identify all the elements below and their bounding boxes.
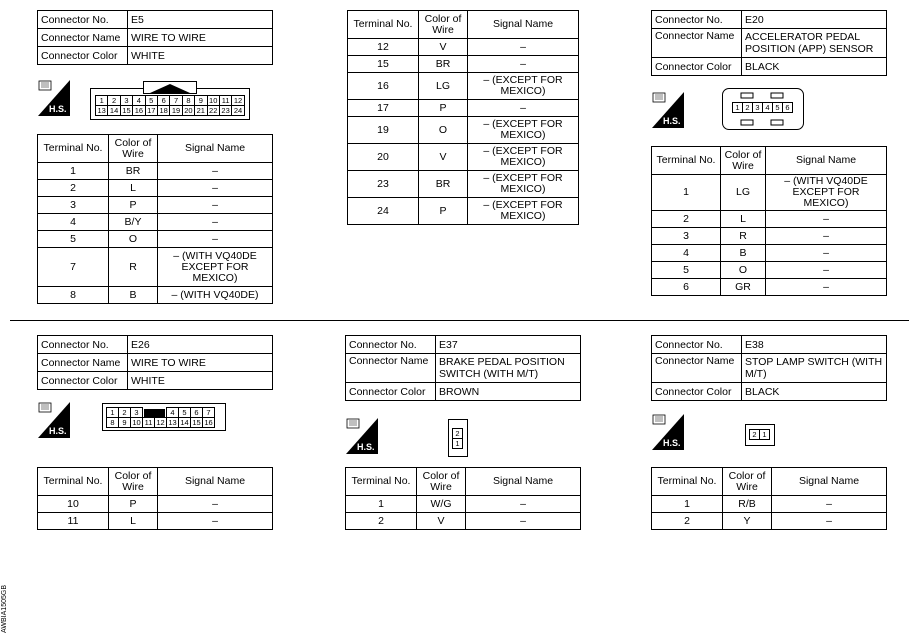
signal-name-header: Signal Name	[468, 11, 579, 39]
wire-color-header: Color of Wire	[419, 11, 468, 39]
table-row	[38, 287, 273, 304]
hs-icon	[38, 80, 70, 116]
terminal-cell: 2	[652, 211, 721, 228]
pin: 7	[202, 407, 215, 418]
connector-name-value: WIRE TO WIRE	[128, 29, 273, 47]
signal-cell: – (EXCEPT FOR MEXICO)	[468, 198, 579, 225]
wire-cell: GR	[721, 279, 766, 296]
terminal-cell: 1	[346, 496, 417, 513]
e5-connector-info	[37, 10, 273, 65]
terminal-cell: 12	[348, 39, 419, 56]
e38-pin-grid	[750, 430, 770, 440]
terminal-cell: 2	[652, 513, 723, 530]
table-row	[38, 231, 273, 248]
signal-cell: –	[158, 180, 273, 197]
hs-label: H.S.	[357, 442, 375, 452]
connector-no-label: Connector No.	[652, 336, 742, 354]
pin: 23	[219, 105, 232, 116]
pin: 9	[194, 95, 207, 106]
wire-cell: BR	[419, 56, 468, 73]
signal-cell: –	[468, 100, 579, 117]
pin: 1	[95, 95, 108, 106]
table-row	[38, 513, 273, 530]
wire-cell: V	[419, 39, 468, 56]
table-row	[652, 513, 887, 530]
connector-no-value: E26	[128, 336, 273, 354]
signal-cell: –	[766, 279, 887, 296]
signal-cell: – (WITH VQ40DE EXCEPT FOR MEXICO)	[766, 175, 887, 211]
pin: 13	[166, 417, 179, 428]
terminal-no-header: Terminal No.	[38, 135, 109, 163]
connector-color-value: WHITE	[128, 47, 273, 65]
connector-no-value: E38	[742, 336, 887, 354]
pin: 14	[107, 105, 120, 116]
pin: 4	[166, 407, 179, 418]
signal-cell: –	[158, 231, 273, 248]
e20-connector-face	[722, 88, 804, 130]
terminal-cell: 1	[38, 163, 109, 180]
terminal-cell: 5	[652, 262, 721, 279]
connector-no-value: E37	[436, 336, 581, 354]
connector-no-value: E5	[128, 11, 273, 29]
connector-name-value: ACCELERATOR PEDAL POSITION (APP) SENSOR	[742, 29, 887, 58]
terminal-no-header: Terminal No.	[652, 147, 721, 175]
e26-connector-face	[102, 403, 226, 431]
signal-cell: –	[158, 513, 273, 530]
table-row	[652, 262, 887, 279]
hs-label: H.S.	[663, 116, 681, 126]
wire-cell: O	[109, 231, 158, 248]
terminal-cell: 5	[38, 231, 109, 248]
pin: 20	[182, 105, 195, 116]
connector-name-value: STOP LAMP SWITCH (WITH M/T)	[742, 354, 887, 383]
wire-cell: L	[109, 513, 158, 530]
hs-icon	[652, 414, 684, 450]
wire-cell: B	[721, 245, 766, 262]
document-code: AWBIA1505GB	[1, 585, 8, 633]
table-row	[652, 496, 887, 513]
signal-cell: –	[466, 496, 581, 513]
terminal-cell: 17	[348, 100, 419, 117]
pin: 6	[782, 102, 793, 113]
e38-connector-face	[745, 424, 775, 446]
wire-cell: B	[109, 287, 158, 304]
signal-name-header: Signal Name	[772, 468, 887, 496]
e5-terminal-table	[37, 134, 273, 304]
connector-color-label: Connector Color	[652, 383, 742, 401]
wire-cell: P	[419, 198, 468, 225]
e5-pin-grid	[96, 96, 245, 116]
pin: 1	[732, 102, 743, 113]
terminal-no-header: Terminal No.	[652, 468, 723, 496]
signal-cell: –	[158, 214, 273, 231]
terminal-cell: 3	[38, 197, 109, 214]
wire-cell: BR	[419, 171, 468, 198]
wire-cell: L	[109, 180, 158, 197]
table-row	[348, 73, 579, 100]
pin: 24	[231, 105, 244, 116]
pin: 5	[178, 407, 191, 418]
connector-no-label: Connector No.	[652, 11, 742, 29]
wire-cell: V	[419, 144, 468, 171]
terminal-cell: 15	[348, 56, 419, 73]
pin: 2	[452, 428, 463, 439]
hs-icon	[346, 418, 378, 454]
pin: 3	[120, 95, 133, 106]
table-row	[38, 214, 273, 231]
pin: 2	[107, 95, 120, 106]
terminal-cell: 1	[652, 496, 723, 513]
pin: 1	[106, 407, 119, 418]
pin: 3	[752, 102, 763, 113]
table-row	[652, 175, 887, 211]
wire-cell: R	[109, 248, 158, 287]
table-row	[652, 245, 887, 262]
pin: 3	[130, 407, 143, 418]
pin: 10	[130, 417, 143, 428]
connector-name-label: Connector Name	[652, 354, 742, 383]
table-row	[38, 496, 273, 513]
table-row	[348, 39, 579, 56]
terminal-cell: 4	[38, 214, 109, 231]
wire-color-header: Color of Wire	[109, 135, 158, 163]
table-row	[348, 100, 579, 117]
signal-cell: –	[468, 56, 579, 73]
terminal-cell: 8	[38, 287, 109, 304]
pin: 11	[142, 417, 155, 428]
connector-no-label: Connector No.	[38, 336, 128, 354]
connector-name-label: Connector Name	[38, 354, 128, 372]
signal-cell: –	[158, 197, 273, 214]
e26-terminal-table	[37, 467, 273, 530]
pin: 8	[106, 417, 119, 428]
terminal-cell: 10	[38, 496, 109, 513]
terminal-cell: 24	[348, 198, 419, 225]
connector-color-label: Connector Color	[346, 383, 436, 401]
wire-color-header: Color of Wire	[723, 468, 772, 496]
connector-color-value: BLACK	[742, 58, 887, 76]
e38-terminal-table	[651, 467, 887, 530]
pin: 18	[157, 105, 170, 116]
wire-color-header: Color of Wire	[109, 468, 158, 496]
e37-terminal-table	[345, 467, 581, 530]
signal-cell: –	[772, 513, 887, 530]
connector-color-value: BLACK	[742, 383, 887, 401]
connector-no-label: Connector No.	[38, 11, 128, 29]
pin: 6	[157, 95, 170, 106]
wire-color-header: Color of Wire	[417, 468, 466, 496]
signal-cell: –	[466, 513, 581, 530]
e26-connector-info	[37, 335, 273, 390]
signal-cell: – (EXCEPT FOR MEXICO)	[468, 117, 579, 144]
table-row	[38, 163, 273, 180]
signal-name-header: Signal Name	[158, 135, 273, 163]
wire-cell: BR	[109, 163, 158, 180]
e38-connector-info	[651, 335, 887, 401]
table-row	[346, 496, 581, 513]
wire-cell: O	[721, 262, 766, 279]
terminal-cell: 16	[348, 73, 419, 100]
table-row	[652, 228, 887, 245]
e5-terminal-table-continued	[347, 10, 579, 225]
table-row	[38, 180, 273, 197]
terminal-cell: 2	[38, 180, 109, 197]
hs-label: H.S.	[49, 104, 67, 114]
table-row	[346, 513, 581, 530]
terminal-cell: 4	[652, 245, 721, 262]
table-row	[348, 171, 579, 198]
table-row	[348, 198, 579, 225]
connector-no-label: Connector No.	[346, 336, 436, 354]
signal-cell: –	[772, 496, 887, 513]
signal-name-header: Signal Name	[466, 468, 581, 496]
connector-name-label: Connector Name	[38, 29, 128, 47]
table-row	[38, 197, 273, 214]
pin: 2	[742, 102, 753, 113]
wire-cell: O	[419, 117, 468, 144]
signal-name-header: Signal Name	[158, 468, 273, 496]
wire-cell: LG	[721, 175, 766, 211]
connector-color-value: WHITE	[128, 372, 273, 390]
wire-cell: V	[417, 513, 466, 530]
signal-name-header: Signal Name	[766, 147, 887, 175]
pin: 4	[762, 102, 773, 113]
wire-cell: R	[721, 228, 766, 245]
table-row	[348, 144, 579, 171]
wire-cell: P	[109, 496, 158, 513]
signal-cell: – (WITH VQ40DE EXCEPT FOR MEXICO)	[158, 248, 273, 287]
signal-cell: –	[158, 496, 273, 513]
pin: 2	[749, 429, 760, 440]
connector-lock-icon	[143, 81, 197, 94]
terminal-cell: 11	[38, 513, 109, 530]
pin: 7	[169, 95, 182, 106]
table-row	[348, 117, 579, 144]
terminal-cell: 6	[652, 279, 721, 296]
connector-name-label: Connector Name	[652, 29, 742, 58]
pin: 15	[120, 105, 133, 116]
pin: 22	[207, 105, 220, 116]
connector-color-label: Connector Color	[38, 47, 128, 65]
wire-cell: L	[721, 211, 766, 228]
wire-cell: R/B	[723, 496, 772, 513]
pin: 6	[190, 407, 203, 418]
e37-connector-info	[345, 335, 581, 401]
terminal-cell: 19	[348, 117, 419, 144]
pin: 16	[202, 417, 215, 428]
signal-cell: –	[766, 228, 887, 245]
signal-cell: –	[766, 262, 887, 279]
pin: 16	[132, 105, 145, 116]
terminal-no-header: Terminal No.	[38, 468, 109, 496]
signal-cell: –	[766, 245, 887, 262]
terminal-no-header: Terminal No.	[346, 468, 417, 496]
terminal-cell: 20	[348, 144, 419, 171]
pin: 5	[145, 95, 158, 106]
connector-color-label: Connector Color	[38, 372, 128, 390]
wire-cell: P	[109, 197, 158, 214]
pin: 10	[207, 95, 220, 106]
hs-icon	[38, 402, 70, 438]
pin: 17	[145, 105, 158, 116]
wire-color-header: Color of Wire	[721, 147, 766, 175]
terminal-no-header: Terminal No.	[348, 11, 419, 39]
wire-cell: LG	[419, 73, 468, 100]
e26-pin-bottom-row	[107, 418, 215, 428]
hs-icon	[652, 92, 684, 128]
signal-cell: –	[766, 211, 887, 228]
connector-name-value: BRAKE PEDAL POSITION SWITCH (WITH M/T)	[436, 354, 581, 383]
pin: 13	[95, 105, 108, 116]
section-divider	[10, 320, 909, 321]
wire-cell: W/G	[417, 496, 466, 513]
pin: 12	[154, 417, 167, 428]
wire-cell: B/Y	[109, 214, 158, 231]
terminal-cell: 3	[652, 228, 721, 245]
pin: 4	[132, 95, 145, 106]
table-row	[652, 211, 887, 228]
pin: 1	[452, 438, 463, 449]
e5-connector-face	[90, 88, 250, 120]
hs-label: H.S.	[49, 426, 67, 436]
e37-connector-face	[448, 419, 468, 457]
connector-color-label: Connector Color	[652, 58, 742, 76]
signal-cell: –	[158, 163, 273, 180]
table-row	[38, 248, 273, 287]
connector-name-label: Connector Name	[346, 354, 436, 383]
pin: 14	[178, 417, 191, 428]
pin: 8	[182, 95, 195, 106]
table-row	[652, 279, 887, 296]
pin: 1	[759, 429, 770, 440]
pin: 19	[169, 105, 182, 116]
connector-key	[144, 409, 165, 417]
pin: 5	[772, 102, 783, 113]
pin: 2	[118, 407, 131, 418]
terminal-cell: 1	[652, 175, 721, 211]
connector-color-value: BROWN	[436, 383, 581, 401]
signal-cell: – (EXCEPT FOR MEXICO)	[468, 171, 579, 198]
connector-no-value: E20	[742, 11, 887, 29]
pin: 15	[190, 417, 203, 428]
pin: 21	[194, 105, 207, 116]
table-row	[348, 56, 579, 73]
signal-cell: – (WITH VQ40DE)	[158, 287, 273, 304]
signal-cell: – (EXCEPT FOR MEXICO)	[468, 144, 579, 171]
connector-name-value: WIRE TO WIRE	[128, 354, 273, 372]
terminal-cell: 23	[348, 171, 419, 198]
e37-pin-grid	[453, 429, 463, 449]
e20-pin-grid	[733, 103, 793, 113]
pin: 12	[231, 95, 244, 106]
signal-cell: – (EXCEPT FOR MEXICO)	[468, 73, 579, 100]
pin: 11	[219, 95, 232, 106]
wire-cell: Y	[723, 513, 772, 530]
pin: 9	[118, 417, 131, 428]
terminal-cell: 7	[38, 248, 109, 287]
e20-terminal-table	[651, 146, 887, 296]
signal-cell: –	[468, 39, 579, 56]
hs-label: H.S.	[663, 438, 681, 448]
wire-cell: P	[419, 100, 468, 117]
e20-connector-info	[651, 10, 887, 76]
terminal-cell: 2	[346, 513, 417, 530]
